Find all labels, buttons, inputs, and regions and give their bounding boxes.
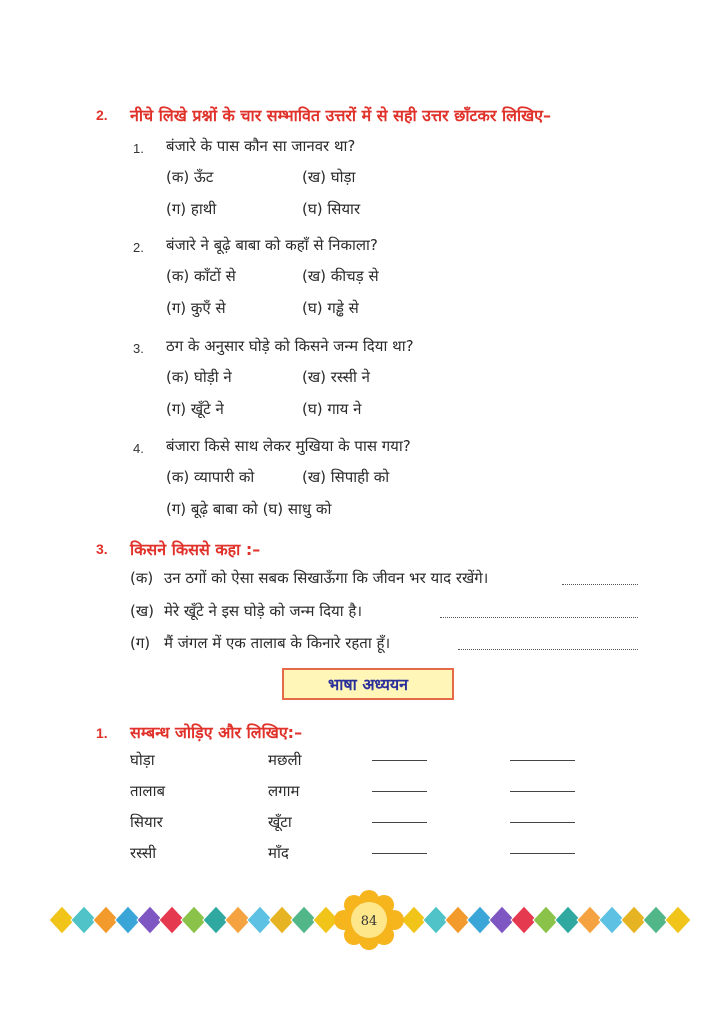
question-3-option-ga: (ग) खूँटे ने [166,400,224,418]
match-answer-line[interactable] [372,822,427,823]
match-answer-line[interactable] [510,853,575,854]
match-answer-line[interactable] [510,822,575,823]
section-3-item-kha-text: मेरे खूँटे ने इस घोड़े को जन्म दिया है। [164,602,363,620]
question-2-number: 2. [133,240,144,255]
question-3-number: 3. [133,341,144,356]
match-answer-line[interactable] [510,760,575,761]
section-2-heading: नीचे लिखे प्रश्नों के चार सम्भावित उत्तरों में से सही उत्तर छाँटकर लिखिए– [130,106,552,125]
answer-blank-kha[interactable] [440,617,638,618]
match-section-heading: सम्बन्ध जोड़िए और लिखिए:– [130,723,303,742]
question-1-option-ga: (ग) हाथी [166,200,217,218]
bhasha-adhyayan-title: भाषा अध्ययन [327,675,409,694]
match-answer-line[interactable] [372,760,427,761]
match-right-1: मछली [268,751,302,769]
diamond-row-right [401,906,691,934]
question-2-option-kha: (ख) कीचड़ से [302,267,379,285]
question-4-option-ka: (क) व्यापारी को [166,468,255,486]
match-answer-line[interactable] [372,853,427,854]
page-number-flower [334,890,404,950]
question-4-option-ga-text: (ग) बूढ़े बाबा को [166,500,258,518]
match-left-4: रस्सी [130,844,157,862]
section-3-item-ga-text: मैं जंगल में एक तालाब के किनारे रहता हूँ। [164,634,391,652]
question-2-option-gha: (घ) गड्ढे से [302,299,359,317]
section-3-item-ka-label: (क) [130,569,154,587]
section-3-item-ga-label: (ग) [130,634,151,652]
question-3-option-gha: (घ) गाय ने [302,400,362,418]
question-1-text: बंजारे के पास कौन सा जानवर था? [166,137,356,155]
footer-decorative-band [0,880,724,960]
question-1-option-gha: (घ) सियार [302,200,361,218]
question-3-option-kha: (ख) रस्सी ने [302,368,370,386]
match-answer-line[interactable] [510,791,575,792]
question-1-option-kha: (ख) घोड़ा [302,168,356,186]
question-4-option-ga [166,499,331,519]
match-answer-line[interactable] [372,791,427,792]
question-2-option-ga: (ग) कुएँ से [166,299,226,317]
answer-blank-ka[interactable] [562,584,638,585]
answer-blank-ga[interactable] [458,649,638,650]
question-4-number: 4. [133,441,144,456]
match-right-2: लगाम [268,782,300,800]
match-left-1: घोड़ा [130,751,155,769]
question-2-option-ka: (क) काँटों से [166,267,236,285]
question-4-text: बंजारा किसे साथ लेकर मुखिया के पास गया? [166,437,411,455]
page-number: 84 [360,914,378,929]
match-left-2: तालाब [130,782,166,800]
section-3-item-kha-label: (ख) [130,602,154,620]
question-3-option-ka: (क) घोड़ी ने [166,368,232,386]
match-left-3: सियार [130,813,163,831]
decorative-diamond [665,906,691,934]
section-3-number: 3. [96,541,108,557]
section-3-item-ka-text: उन ठगों को ऐसा सबक सिखाऊँगा कि जीवन भर याद रखेंगे। [164,569,489,587]
question-2-text: बंजारे ने बूढ़े बाबा को कहाँ से निकाला? [166,236,378,254]
question-4-option-kha: (ख) सिपाही को [302,468,390,486]
question-1-number: 1. [133,141,144,156]
section-2-number: 2. [96,107,108,123]
question-4-option-gha-text: (घ) साधु को [262,500,332,518]
match-section-number: 1. [96,725,108,741]
question-1-option-ka: (क) ऊँट [166,168,214,186]
section-3-heading: किसने किससे कहा :– [130,540,261,559]
match-right-3: खूँटा [268,813,292,831]
bhasha-adhyayan-box [282,668,454,700]
match-right-4: माँद [268,844,289,862]
diamond-row-left [49,906,339,934]
question-3-text: ठग के अनुसार घोड़े को किसने जन्म दिया था? [166,337,414,355]
